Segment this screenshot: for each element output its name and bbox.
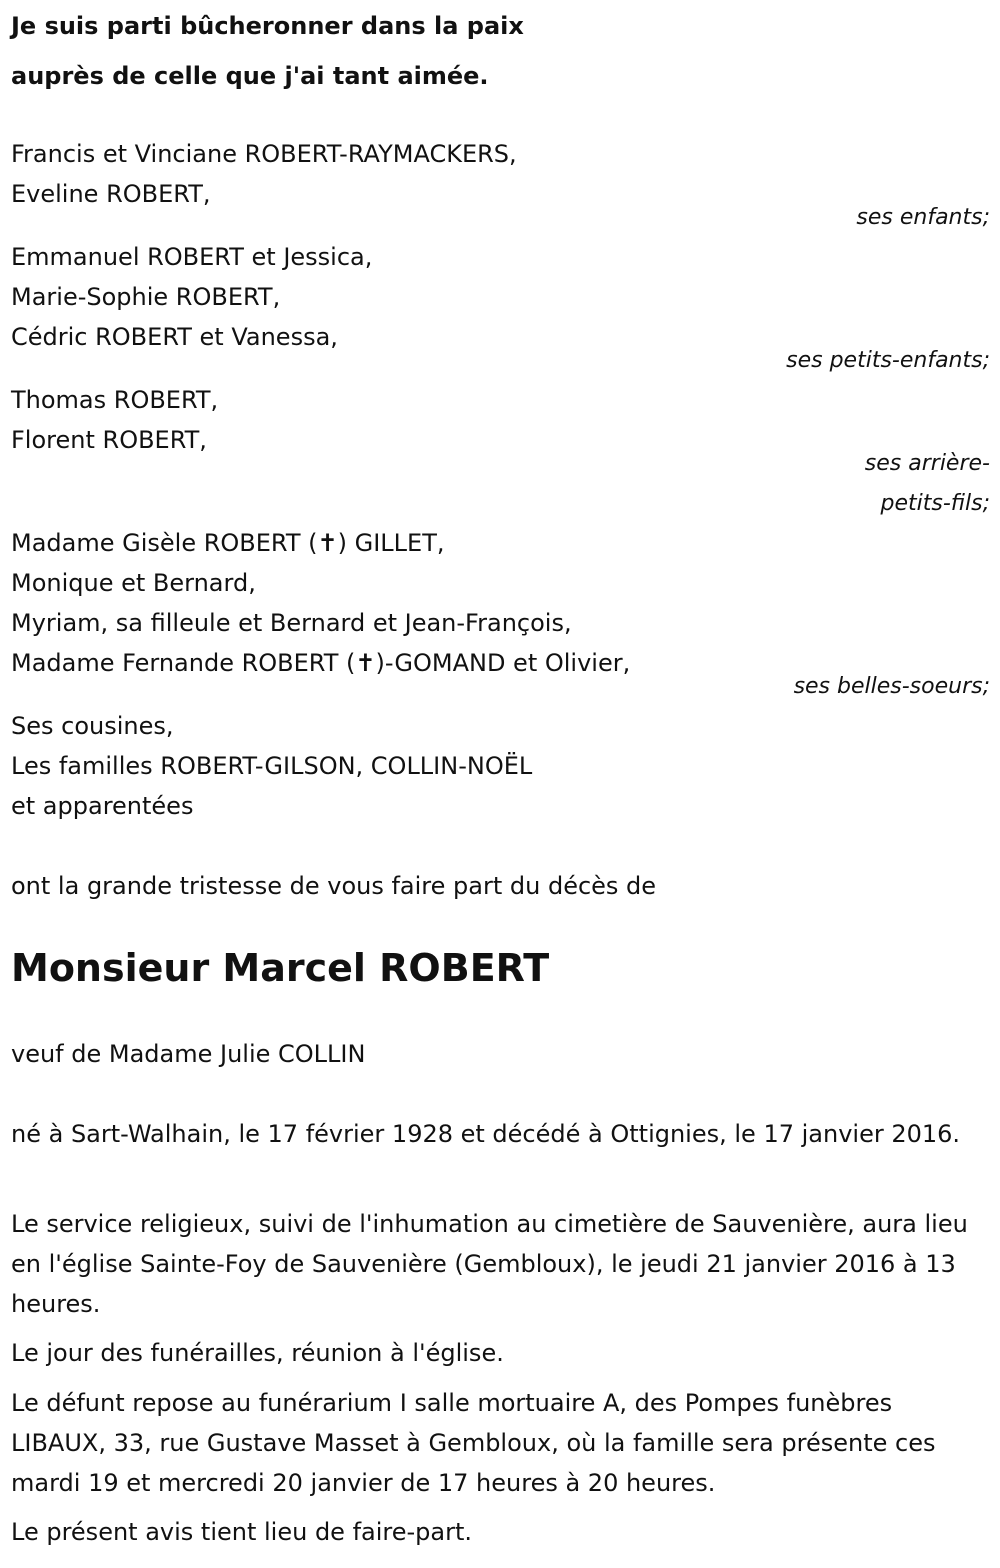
- family-name-line: Myriam, sa filleule et Bernard et Jean-François,: [11, 609, 572, 637]
- gathering-paragraph: Le jour des funérailles, réunion à l'église.: [11, 1339, 504, 1367]
- family-name-line: Emmanuel ROBERT et Jessica,: [11, 243, 373, 271]
- role-label-great-grandchildren-2: petits-fils;: [880, 491, 990, 516]
- epigraph-line-2: auprès de celle que j'ai tant aimée.: [11, 62, 489, 90]
- widower-of-text: veuf de Madame Julie COLLIN: [11, 1040, 366, 1068]
- family-name-line: Florent ROBERT,: [11, 426, 207, 454]
- family-name-line: Francis et Vinciane ROBERT-RAYMACKERS,: [11, 140, 517, 168]
- role-label-grandchildren: ses petits-enfants;: [786, 348, 990, 373]
- birth-death-paragraph: né à Sart-Walhain, le 17 février 1928 et décédé à Ottignies, le 17 janvier 2016.: [11, 1120, 961, 1148]
- family-name-line: Madame Fernande ROBERT (✝)-GOMAND et Olivier,: [11, 649, 631, 677]
- visitation-paragraph: Le défunt repose au funérarium I salle mortuaire A, des Pompes funèbres LIBAUX, 33, rue Gustave Masset à Gembloux, où la famille sera présente ces mardi 19 et mercredi 20 janvier de 17 heures à 20 heures.: [11, 1389, 936, 1497]
- family-name-line: Marie-Sophie ROBERT,: [11, 283, 281, 311]
- family-name-line: Cédric ROBERT et Vanessa,: [11, 323, 338, 351]
- family-name-line: Eveline ROBERT,: [11, 180, 211, 208]
- announcement-text: ont la grande tristesse de vous faire part du décès de: [11, 872, 657, 900]
- family-name-line: Madame Gisèle ROBERT (✝) GILLET,: [11, 529, 445, 557]
- epigraph-line-1: Je suis parti bûcheronner dans la paix: [11, 12, 524, 40]
- deceased-name: Monsieur Marcel ROBERT: [11, 946, 550, 990]
- family-name-line: Ses cousines,: [11, 712, 174, 740]
- role-label-sisters-in-law: ses belles-soeurs;: [793, 674, 990, 699]
- family-name-line: Monique et Bernard,: [11, 569, 256, 597]
- role-label-children: ses enfants;: [856, 205, 990, 230]
- notice-paragraph: Le présent avis tient lieu de faire-part.: [11, 1518, 473, 1546]
- family-name-line: Les familles ROBERT-GILSON, COLLIN-NOËL: [11, 752, 533, 780]
- role-label-great-grandchildren-1: ses arrière-: [864, 451, 990, 476]
- family-name-line: et apparentées: [11, 792, 194, 820]
- service-paragraph: Le service religieux, suivi de l'inhumation au cimetière de Sauvenière, aura lieu en l'église Sainte-Foy de Sauvenière (Gembloux), le jeudi 21 janvier 2016 à 13 heures.: [11, 1210, 968, 1318]
- family-name-line: Thomas ROBERT,: [11, 386, 219, 414]
